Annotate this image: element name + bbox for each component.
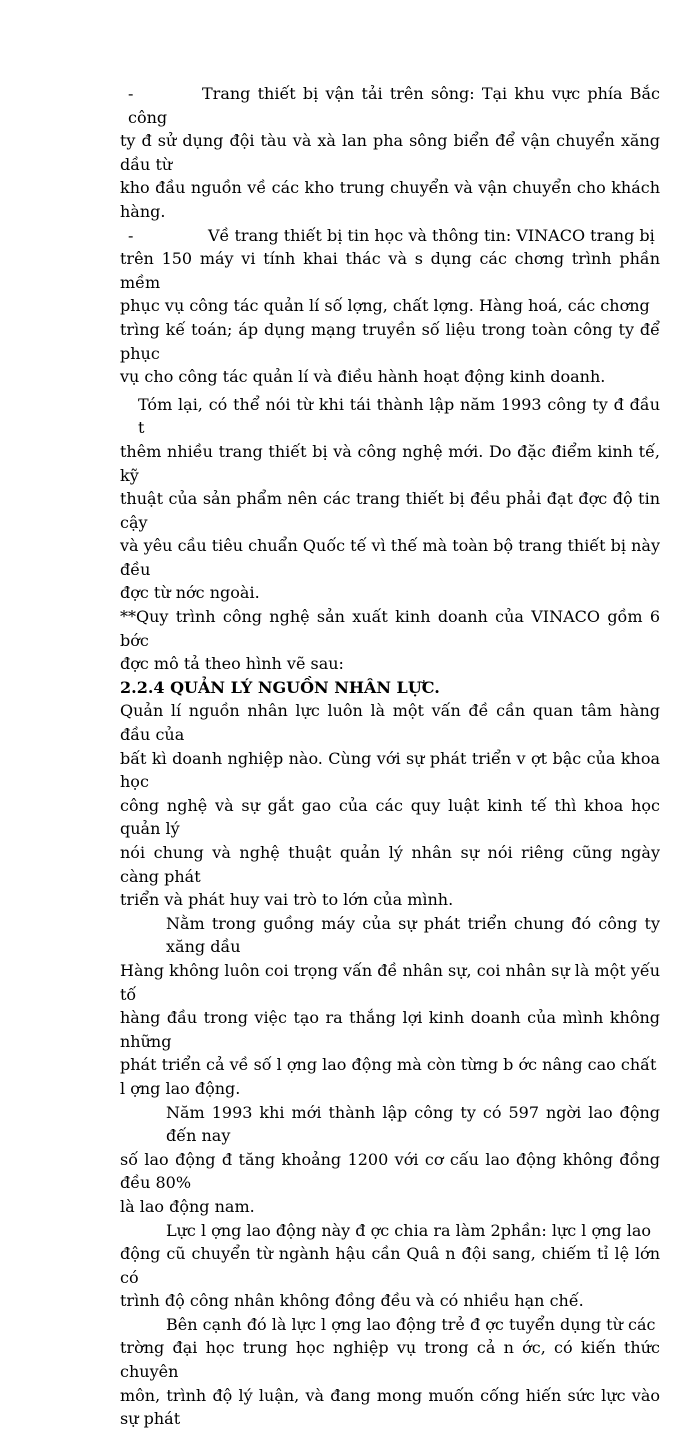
paragraph-transport-equipment bbox=[120, 82, 660, 224]
text-line: Bên cạnh đó là lực l ợng lao động trẻ đ ợc tuyển dụng từ các bbox=[166, 1314, 656, 1334]
text-line: và yêu cầu tiêu chuẩn Quốc tế vì thế mà toàn bộ trang thiết bị này đều bbox=[120, 536, 660, 579]
paragraph-hr-intro bbox=[120, 699, 660, 911]
text-line: Hàng không luôn coi trọng vấn đề nhân sự, coi nhân sự là một yếu tố bbox=[120, 960, 660, 1004]
text-line: động cũ chuyển từ ngành hậu cần Quâ n đội sang, chiếm tỉ lệ lớn có bbox=[120, 1244, 660, 1287]
paragraph-young-workforce bbox=[120, 1313, 660, 1431]
text-line: Trang thiết bị vận tải trên sông: Tại khu vực phía Bắc công bbox=[128, 84, 660, 127]
text-line: phát triển cả về số l ợng lao động mà còn từng b ớc nâng cao chất bbox=[120, 1055, 657, 1075]
text-line: Về trang thiết bị tin học và thông tin: VINACO trang bị bbox=[208, 225, 655, 245]
text-line: Lực l ợng lao động này đ ợc chia ra làm 2phần: lực l ợng lao bbox=[166, 1220, 652, 1240]
paragraph-workforce-split bbox=[120, 1219, 660, 1313]
text-line: triển và phát huy vai trò to lớn của mình. bbox=[120, 890, 454, 910]
text-line: nói chung và nghệ thuật quản lý nhân sự nói riêng cũng ngày càng phát bbox=[120, 843, 660, 886]
text-line: ty đ sử dụng đội tàu và xà lan pha sông biển để vận chuyển xăng dầu từ bbox=[120, 131, 660, 174]
text-line: thêm nhiều trang thiết bị và công nghệ mới. Do đặc điểm kinh tế, kỹ bbox=[120, 441, 660, 485]
text-line: **Quy trình công nghệ sản xuất kinh doanh của VINACO gồm 6 bớc bbox=[120, 607, 660, 650]
text-line: Năm 1993 khi mới thành lập công ty có 597 ngời lao động đến nay bbox=[166, 1102, 660, 1146]
bullet-dash: - bbox=[128, 84, 134, 103]
text-line: môn, trình độ lý luận, và đang mong muốn cống hiến sức lực vào sự phát bbox=[120, 1385, 660, 1429]
text-line: số lao động đ tăng khoảng 1200 với cơ cấu lao động không đồng đều 80% bbox=[120, 1149, 660, 1193]
text-line: trìng kế toán; áp dụng mạng truyền số liệu trong toàn công ty để phục bbox=[120, 319, 660, 363]
bullet-dash: - bbox=[128, 225, 134, 245]
paragraph-workforce-count bbox=[120, 1101, 660, 1219]
paragraph-summary bbox=[120, 393, 660, 605]
text-line: Nằm trong guồng máy của sự phát triển chung đó công ty xăng dầu bbox=[166, 913, 660, 957]
text-line: Tóm lại, có thể nói từ khi tái thành lập năm 1993 công ty đ đầu t bbox=[138, 394, 660, 438]
text-line: Quản lí nguồn nhân lực luôn là một vấn đề cần quan tâm hàng đầu của bbox=[120, 701, 660, 745]
text-line: thuật của sản phẩm nên các trang thiết bị đều phải đạt đợc độ tin cậy bbox=[120, 489, 660, 532]
paragraph-hr-importance bbox=[120, 912, 660, 1101]
text-line: đợc từ nớc ngoài. bbox=[120, 583, 260, 603]
text-line: là lao động nam. bbox=[120, 1196, 255, 1216]
text-line: phục vụ công tác quản lí số lợng, chất lợng. Hàng hoá, các chơng bbox=[120, 296, 650, 316]
text-line: l ợng lao động. bbox=[120, 1078, 241, 1098]
text-line: công nghệ và sự gắt gao của các quy luật kinh tế thì khoa học quản lý bbox=[120, 795, 660, 839]
paragraph-it-equipment bbox=[120, 224, 660, 389]
text-line: kho đầu nguồn về các kho trung chuyển và vận chuyển cho khách hàng. bbox=[120, 178, 660, 221]
section-heading: 2.2.4 QUẢN LÝ NGUỒN NHÂN LỰC. bbox=[120, 677, 440, 697]
text-line: trên 150 máy vi tính khai thác và s dụng các chơng trình phần mềm bbox=[120, 249, 660, 292]
text-line: đợc mô tả theo hình vẽ sau: bbox=[120, 654, 344, 674]
paragraph-process bbox=[120, 605, 660, 676]
text-line: hàng đầu trong việc tạo ra thắng lợi kinh doanh của mình không những bbox=[120, 1008, 660, 1051]
text-line: vụ cho công tác quản lí và điều hành hoạt động kinh doanh. bbox=[120, 367, 606, 387]
text-line: trờng đại học trung học nghiệp vụ trong cả n ớc, có kiến thức chuyên bbox=[120, 1338, 660, 1382]
text-line: bất kì doanh nghiệp nào. Cùng với sự phát triển v ợt bậc của khoa học bbox=[120, 748, 660, 792]
text-line: trình độ công nhân không đồng đều và có nhiều hạn chế. bbox=[120, 1291, 584, 1311]
